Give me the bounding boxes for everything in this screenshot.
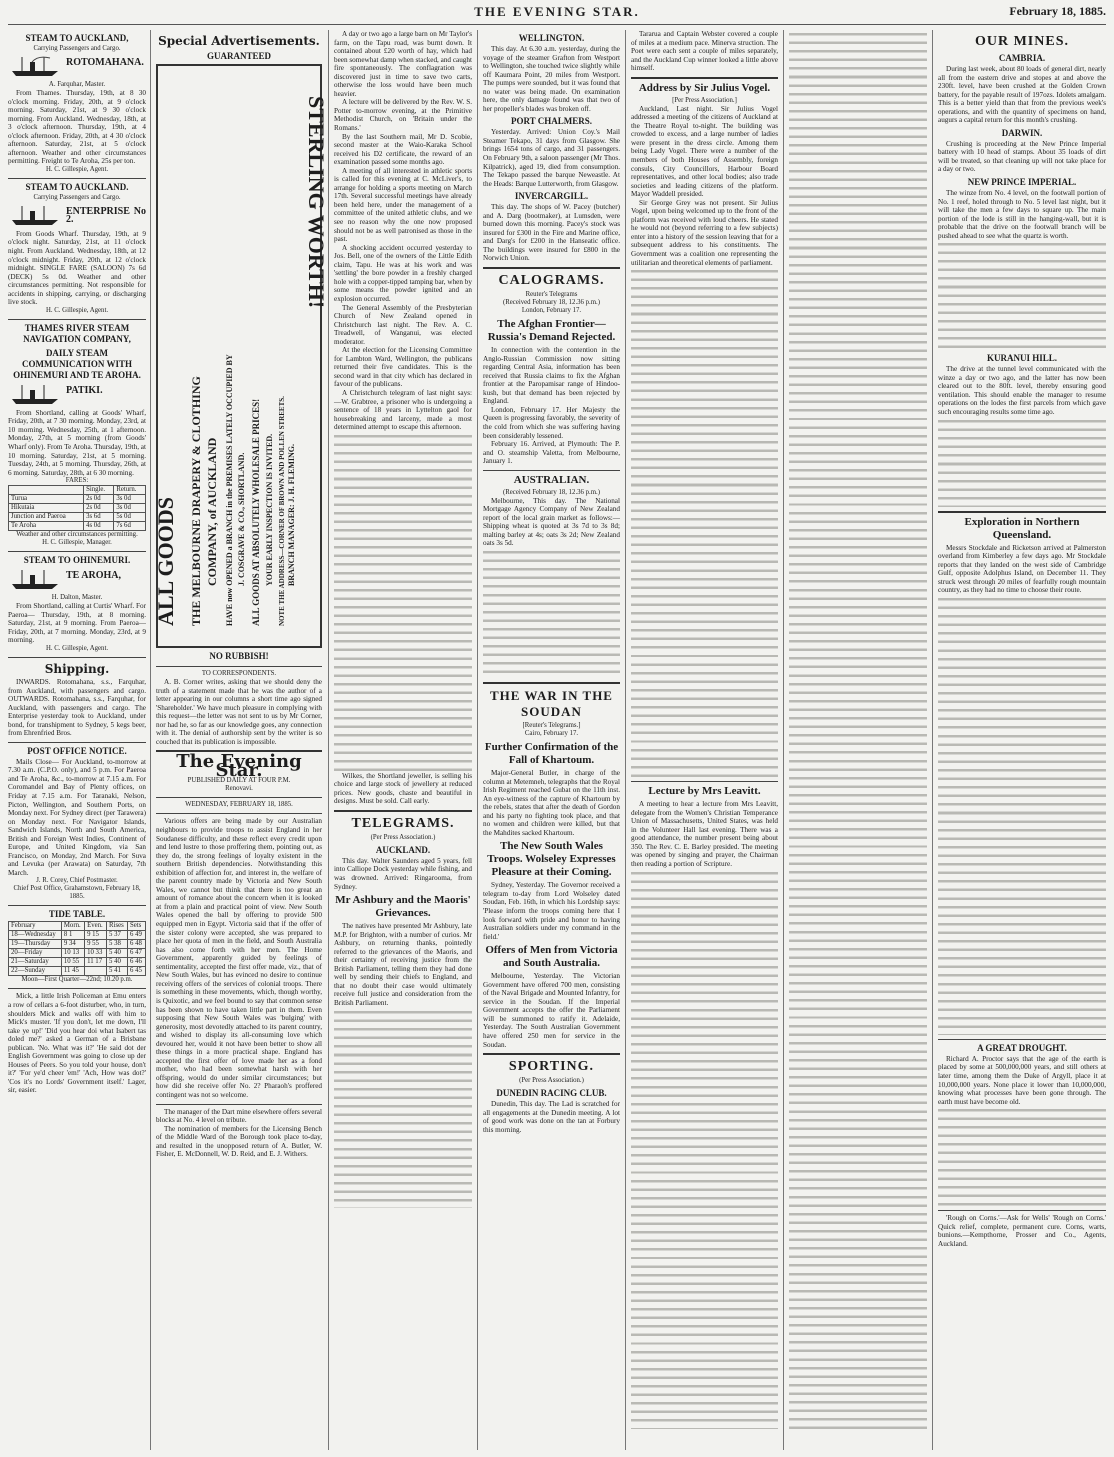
news-paragraph: At the election for the Licensing Committee for Lambton Ward, Wellington, the publicans returned their five candidates. This is the second ward in that city which has declared in favour of the publicans. — [334, 346, 472, 389]
news-paragraph: The nomination of members for the Licensing Bench of the Middle Ward of the Borough took place to-day, and resulted in the unopposed return of A. Butler, W. Fisher, E. McDonnell, W. D. Reid, and E. J. Withers. — [156, 1124, 322, 1159]
news-paragraph: The drive at the tunnel level communicated with the winze a day or two ago, and the latter has now been cleared out to the 80ft. level, thereby ensuring good ventilation. This should enable the manager to resume operations on the lodes the first parcels from which gave such encouraging results some time ago. — [938, 365, 1106, 417]
ad-text-line: BRANCH MANAGER: J. H. FLEMING. — [287, 444, 296, 586]
ad-side-title: STERLING WORTH! — [304, 96, 329, 309]
table-cell: Hikutaia — [9, 504, 84, 513]
ad-side-title: ALL GOODS — [153, 497, 178, 626]
article-headline: Mr Ashbury and the Maoris' Grievances. — [335, 894, 471, 920]
divider — [8, 551, 146, 552]
table-cell: 5 40 — [107, 958, 128, 967]
ship-name: ENTERPRISE No 2. — [66, 205, 146, 226]
table-cell: 11 45 — [61, 967, 84, 976]
article-headline: DUNEDIN RACING CLUB. — [496, 1088, 607, 1099]
table-cell: 6 47 — [128, 949, 146, 958]
news-paragraph: During last week, about 80 loads of general dirt, nearly all from the eastern drive and stopes at and above the 230ft. level, have been crushed at the Golden Crown battery, for the payable result of 197ozs. Idolets amalgam. This is a better yield than that from the previous week's operations, and with the quantity of specimens on hand, augurs a capital return for this month's crushing. — [938, 65, 1106, 125]
table-row — [9, 495, 146, 504]
column-divider — [932, 30, 933, 1450]
ship-row — [8, 204, 146, 228]
section-heading: SPORTING. — [508, 1059, 595, 1075]
article-headline: The New South Wales Troops. Wolseley Expresses Pleasure at their Coming. — [487, 840, 616, 879]
table-cell: 5s 0d — [114, 513, 146, 522]
news-paragraph: Crushing is proceeding at the New Prince Imperial battery with 10 head of stamps. About 35 loads of dirt will be treated, so that cleaning up will not take place for a day or two. — [938, 139, 1106, 174]
table-cell: 5 40 — [107, 949, 128, 958]
ship-master: H. Dalton, Master. — [51, 594, 103, 602]
steamship-icon — [10, 204, 60, 226]
news-paragraph: Richard A. Proctor says that the age of the earth is placed by some at 500,000,000 years, and still others at later time, among them the Duke of Argyll, place it at 10,000,000 years. None place it lower than 10,000,000, knowing what processes have been gone through. The earth must have become old. — [938, 1054, 1106, 1106]
shipping-body: INWARDS. Rotomahana, s.s., Farquhar, from Auckland, with passengers and cargo. OUTWARDS. Rotomahana, s.s., Farquhar, for Auckland, with passengers and cargo. The Enterprise yesterday took to Auckland, under bond, for transhipment to Sydney, 5 kegs beer, from Ehrenfried Bros. — [8, 677, 146, 738]
guaranteed-banner: GUARANTEED — [206, 51, 271, 61]
table-header: Morn. — [61, 922, 84, 931]
steamship-icon — [10, 383, 60, 405]
news-paragraph: This day. At 6.30 a.m. yesterday, during the voyage of the steamer Grafton from Westport to Wellington, she touched twice slightly while off Kaumara Point, 20 miles from Westport. The pumps were sounded, but it was found that no water was being made. On examination here, the only damage found was that two of her propeller's blades was broken off. — [483, 45, 620, 113]
mine-heading: CAMBRIA. — [998, 53, 1046, 63]
section-heading: POST OFFICE NOTICE. — [27, 745, 127, 756]
column-local-mines — [789, 30, 927, 1450]
table-row — [9, 958, 146, 967]
section-heading: Special Advertisements. — [158, 34, 320, 48]
divider — [8, 657, 146, 658]
received-note: (Received February 18, 12.36 p.m.) — [502, 299, 601, 307]
advertisement-paragraph: 'Rough on Corns.'—Ask for Wells' 'Rough on Corns.' Quick relief, complete, permanent cure. Corns, warts, bunions.—Kempthorne, Prosser and Co., Agents, Auckland. — [938, 1214, 1106, 1248]
column-divider — [783, 30, 784, 1450]
divider — [8, 178, 146, 179]
fares-heading: FARES: — [65, 477, 89, 485]
news-paragraph: London, February 17. Her Majesty the Queen is progressing favorably, the severity of the cold from which she was suffering having been considerably lessened. — [483, 405, 620, 440]
ad-subheading: Carrying Passengers and Cargo. — [33, 45, 121, 52]
mine-heading: DARWIN. — [1001, 127, 1043, 138]
steamship-icon — [10, 568, 60, 590]
continued-text-block — [789, 30, 927, 1430]
table-cell: 18—Wednesday — [9, 931, 62, 940]
dateline: Cairo, February 17. — [524, 729, 579, 737]
table-row — [9, 931, 146, 940]
column-addresses — [631, 30, 778, 1450]
table-cell: 9 34 — [61, 940, 84, 949]
table-cell: 7s 6d — [114, 522, 146, 531]
post-signature: J. R. Corey, Chief Postmaster. — [36, 877, 118, 885]
ship-row — [8, 55, 146, 79]
news-paragraph: Melbourne, This day. The National Mortgage Agency Company of New Zealand report of the local grain market as follows:—Shipping wheat is quoted at 3s 7d to 3s 8d; malting barley at 4s; oats 3s 2d; New Zealand oats 3s 5d. — [483, 496, 620, 548]
dateline: WELLINGTON. — [518, 33, 585, 43]
table-header — [9, 486, 84, 495]
ad-body: From Thames. Thursday, 19th, at 8 30 o'clock morning. Friday, 20th, at 9 o'clock morning. Saturday, 21st, at 9 30 o'clock morning. From Auckland. Wednesday, 18th, at 3 o'clock afternoon. Thursday, 19th, at 4 o'clock afternoon. Friday, 20th, at 4 30 o'clock afternoon. Saturday, 21st, at 5 o'clock afternoon. Weather and other circumstances permitting. Freight to Te Aroha, 25s per ton. — [8, 89, 146, 166]
column-shipping — [8, 30, 146, 1450]
correspondents-body: A. B. Corner writes, asking that we should deny the truth of a statement made that he was the author of a letter appearing in our columns a short time ago signed 'Shareholder.' We have much pleasure in complying with this request—the letter was not sent to us by Mr Corner, nor had he, so far as our knowledge goes, any connection with it. The denial of authorship sent by the writer is so couched that its publication is impossible. — [156, 678, 322, 746]
divider — [8, 905, 146, 906]
post-body: Mails Close— For Auckland, to-morrow at 7.30 a.m. (C.P.O. only), and 5 p.m. For Paeroa and Te Aroha, &c., to-morrow at 7.15 a.m. For Coromandel and Bay of Plenty offices, on Friday at 7.15 a.m. For Taranaki, Nelson, Picton, Wellington, and Southern Ports, on Monday next. For Sydney direct (per Tarawera) on Monday next. For Navigator Islands, Sandwich Islands, North and South America, British and Foreign West Indies, Continent of Europe, and United Kingdom, via San Francisco, on Monday, 2nd March. For Suva and Levuka (per Arawata) on Saturday, 7th March. — [8, 757, 146, 877]
ad-heading: STEAM TO AUCKLAND. — [25, 181, 129, 192]
news-paragraph: Sydney, Yesterday. The Governor received a telegram to-day from Lord Wolseley dated Soudan, Feb. 16th, in which his Lordship says: 'Please inform the troops coming here that I look forward with pride and honor to having Australian soldiers under my command in the field.' — [483, 881, 620, 941]
table-cell — [85, 967, 107, 976]
section-heading: CALOGRAMS. — [498, 273, 605, 289]
ad-text-line: HAVE now OPENED a BRANCH in the PREMISES LATELY OCCUPIED BY — [225, 354, 234, 626]
news-paragraph: This day. Walter Saunders aged 5 years, fell into Calliope Dock yesterday while fishing, and was drowned. Arrived: Ringarooma, from Sydney. — [334, 856, 472, 891]
news-paragraph: The General Assembly of the Presbyterian Church of New Zealand opened in Christchurch last night. The Rev. A. C. Treadwell, of Wanganui, was elected moderator. — [334, 303, 472, 346]
table-cell: 5 41 — [107, 967, 128, 976]
column-local-news — [334, 30, 472, 1450]
divider — [938, 1039, 1106, 1040]
divider — [8, 319, 146, 320]
ad-company-line: THE MELBOURNE DRAPERY & CLOTHING — [189, 376, 203, 626]
table-cell: 8 1 — [61, 931, 84, 940]
divider — [156, 1104, 322, 1105]
table-cell: 10 13 — [61, 949, 84, 958]
section-heading: TELEGRAMS. — [351, 815, 455, 831]
section-heading: OUR MINES. — [974, 34, 1069, 49]
ship-name: PATIKI. — [66, 384, 103, 396]
table-row — [9, 504, 146, 513]
table-cell: 6 48 — [128, 940, 146, 949]
ship-name: ROTOMAHANA. — [66, 57, 144, 68]
news-paragraph: February 16. Arrived, at Plymouth: The P. and O. steamship Valetta, from Melbourne, January 1. — [483, 440, 620, 466]
ad-subheading: DAILY STEAM COMMUNICATION WITH OHINEMURI AND TE AROHA. — [13, 347, 141, 380]
table-cell: 2s 0d — [84, 504, 114, 513]
article-headline: Further Confirmation of the Fall of Khartoum. — [484, 740, 619, 766]
column-editorial — [153, 30, 329, 1450]
section-heading: TO CORRESPONDENTS. — [201, 670, 277, 677]
ad-agent: H. C. Gillespie, Agent. — [45, 644, 109, 652]
ship-name: TE AROHA, — [66, 570, 122, 582]
table-cell: 20—Friday — [9, 949, 62, 958]
news-paragraph: Sir George Grey was not present. Sir Julius Vogel, upon being welcomed up to the front of the platform was received with loud cheers. He stated he would not (beyond referring to a few subjects) enter into a history of the session leaving that for a subsequent address to his constituents. The Government was a coalition one representing the utilitarian and theoretical elements of parliament. — [631, 198, 778, 267]
paper-motto: Renovavi. — [225, 785, 253, 793]
section-heading: TIDE TABLE. — [48, 909, 106, 920]
paper-subtitle: PUBLISHED DAILY AT FOUR P.M. — [187, 777, 291, 785]
table-row — [9, 949, 146, 958]
vertical-advertisement — [153, 64, 329, 648]
table-row — [9, 513, 146, 522]
divider — [334, 810, 472, 812]
divider — [156, 813, 322, 814]
post-date: Chief Post Office, Grahamstown, February 18, 1885. — [13, 885, 141, 901]
news-paragraph: Messrs Stockdale and Ricketson arrived at Palmerston overland from Kimberley a few days ago. Mr Stockdale reports that they landed on the west side of Cambridge Gulf, opposite Adolphus Island, on December 11. They struck west through 20 miles of fearfully rough mountain country, as they had no time to choose their route. — [938, 543, 1106, 595]
table-cell: 2s 0d — [84, 495, 114, 504]
news-paragraph: A lecture will be delivered by the Rev. W. S. Potter to-morrow evening, at the Primitive Methodist Church, on 'Britain under the Romans.' — [334, 98, 472, 133]
tide-moon: Moon—First Quarter—22nd; 10.20 p.m. — [21, 976, 133, 984]
masthead-rule — [8, 24, 1106, 25]
table-header: February — [9, 922, 62, 931]
fares-note: Weather and other circumstances permitting. — [16, 531, 138, 539]
dateline: London, February 17. — [521, 307, 582, 315]
news-paragraph: A shocking accident occurred yesterday to Jos. Bell, one of the owners of the Little Edith claim, Tapu. He was at his work and was 'settling' the bore powder in a freshly charged hole with a copper-tipped tamping bar, when by some means the powder ignited and an explosion occurred. — [334, 243, 472, 303]
column-telegrams — [483, 30, 620, 1450]
table-cell: 6 46 — [128, 958, 146, 967]
section-heading: THE WAR IN THE SOUDAN — [490, 687, 613, 719]
divider — [483, 470, 620, 471]
divider — [156, 797, 322, 798]
divider — [631, 781, 778, 782]
continued-text-block — [938, 1106, 1106, 1206]
advertisement-paragraph: Wilkes, the Shortland jeweller, is selling his choice and large stock of jewellery at reduced prices. New goods, chaste and beautiful in designs. Must be sold. Call early. — [334, 771, 472, 806]
article-headline: Exploration in Northern Queensland. — [964, 515, 1080, 541]
article-headline: The Afghan Frontier—Russia's Demand Rejected. — [487, 318, 616, 344]
article-headline: Lecture by Mrs Leavitt. — [648, 785, 761, 798]
paper-nameplate: The Evening Star. — [176, 751, 302, 781]
table-header: Rises — [107, 922, 128, 931]
news-paragraph: A meeting to hear a lecture from Mrs Leavitt, delegate from the Women's Christian Temperance Union of Massachusetts, United States, was held in the Volunteer Hall last evening. There was a good attendance, the number present being about 350. The Rev. C. E. Barley presided. The meeting was opened by singing and prayer, the Chairman then reading a portion of Scripture. — [631, 800, 778, 868]
section-subheading: [Reuter's Telegrams.] — [522, 721, 581, 729]
column-divider — [477, 30, 478, 1450]
ad-subheading: Carrying Passengers and Cargo. — [33, 193, 121, 201]
table-cell: 22—Sunday — [9, 967, 62, 976]
news-paragraph: A Christchurch telegram of last night says:—W. Grabtree, a prisoner who is undergoing a sentence of 18 years in Lyttelton gaol for housebreaking and larceny, made a most determined attempt to escape this afternoon. — [334, 388, 472, 432]
continued-text-block — [631, 869, 778, 1429]
table-cell: 3s 0d — [114, 504, 146, 513]
leader-article: Various offers are being made by our Australian neighbours to provide troops to assist England in her Soudanese difficulty, and these reflect every credit upon and lend lustre to those proffering them, pointing out, as they do, the strong feelings of loyalty existent in the southern British dependencies. Notwithstanding this exhibition of affection for, and interest in, the welfare of the parent country made by Victoria and New South Wales, we cannot but think that there is too great an amount of romance about the concern when it is looked at from a plain and practical point of view. New South Wales opened the ball by offering to provide 500 equipped men in Egypt. Victoria said that if the offer of the sister colony were accepted, she was prepared to place her quota of men in the field, and South Australia has also come forth with her men. The Home Government, apparently guided by feelings of sentimentality, accepted the first offer made, viz., that of New South Wales, but has evinced no desire to continue receiving offers of the services of colonial troops. There is something in these movements, which, though worthy, is Quixotic, and we feel bound to say that common sense has been shown to have taken little part in them. Even supposing that New South Wales was 'bulging' with generosity, most devotedly attached to its parent country, and wished to display its all-consuming love which devoured her, would it not have been better to show all these things in a more practical shape. England has accepted the first offer of love made her as a fond mother, who had been somewhat harsh with her offspring, would do under similar circumstances; but how did she receive offer No. 2? Pharaoh's proffered contingent was not so welcome. — [156, 817, 322, 1099]
news-paragraph: By the last Southern mail, Mr D. Scobie, second master at the Waio-Karaka School received his D2 certificate, the reward of an examination passed some months ago. — [334, 132, 472, 167]
news-paragraph: Melbourne, Yesterday. The Victorian Government have offered 700 men, consisting of the Naval Brigade and Mounted Infantry, for service in the Soudan. If the Imperial Government accepts the offer the Parliament will be summoned to ratify it. Adelaide, Yesterday. The South Australian Government have offered 250 men for service in the Soudan. — [483, 972, 620, 1049]
table-cell: 19—Thursday — [9, 940, 62, 949]
divider — [938, 1210, 1106, 1211]
ship-row — [8, 568, 146, 592]
ad-text-line: J. COSGRAVE & CO., SHORTLAND. — [237, 452, 246, 586]
article-headline: Address by Sir Julius Vogel. — [638, 81, 771, 94]
table-row — [9, 967, 146, 976]
table-cell: 9 15 — [85, 931, 107, 940]
table-cell: 11 17 — [85, 958, 107, 967]
ship-row — [8, 383, 146, 407]
news-paragraph: Yesterday. Arrived: Union Coy.'s Mail Steamer Tekapo, 31 days from Glasgow. She brings 1654 tons of cargo, and 31 passengers. On February 9th, a saloon passenger (Mr Thos. Kilpatrick), aged 19, died from consumption. The Tekapo passed the barque Neweastle. At the Heads: Barque Lutterworth, from Glasgow. — [483, 128, 620, 188]
divider — [631, 77, 778, 79]
ad-body: From Shortland, calling at Goods' Wharf, Friday, 20th, at 7 30 morning. Monday, 23rd, at 10 morning. Wednesday, 25th, at 1 afternoon. Monday, 27th, at 5 morning (from Goods' Wharf only). From Te Aroha. Thursday, 19th, at 10 morning. Saturday, 21st, at 5 morning. Tuesday, 24th, at 5 morning. Thursday, 26th, at 6 morning. Saturday, 28th, at 6 30 morning. — [8, 408, 146, 477]
divider — [483, 267, 620, 269]
ad-text-line: YOUR EARLY INSPECTION IS INVITED. — [265, 433, 274, 586]
mine-heading: NEW PRINCE IMPERIAL. — [967, 177, 1077, 188]
table-row — [9, 522, 146, 531]
table-cell: 5 38 — [107, 940, 128, 949]
continued-text-block — [334, 432, 472, 772]
no-rubbish-banner: NO RUBBISH! — [209, 651, 269, 661]
table-cell: 4s 0d — [84, 522, 114, 531]
news-paragraph: The natives have presented Mr Ashbury, late M.P. for Brighton, with a number of curios. Mr Ashbury, on returning thanks, pointedly referred to the grievances of the Maoris, and their certainty of receiving justice from the British Parliament, telling them they had done well by sending their chiefs to England, and that no doubt their case would ultimately receive full justice and consideration from the British Parliament. — [334, 922, 472, 1007]
table-cell: 3s 0d — [114, 495, 146, 504]
ad-heading: STEAM TO AUCKLAND, — [25, 33, 129, 43]
divider — [483, 1053, 620, 1055]
ad-text-line: ALL GOODS AT ABSOLUTELY WHOLESALE PRICES! — [251, 398, 261, 626]
table-header: Return. — [114, 486, 146, 495]
table-cell: Junction and Paeroa — [9, 513, 84, 522]
table-cell: 3s 6d — [84, 513, 114, 522]
editorial-date: WEDNESDAY, FEBRUARY 18, 1885. — [185, 801, 293, 809]
table-cell: 5 37 — [107, 931, 128, 940]
table-cell: Te Aroha — [9, 522, 84, 531]
dateline: INVERCARGILL. — [514, 191, 589, 202]
continued-text-block — [938, 595, 1106, 1035]
section-heading: AUSTRALIAN. — [513, 473, 590, 486]
article-headline: Offers of Men from Victoria and South Australia. — [485, 944, 618, 970]
news-paragraph: Major-General Butler, in charge of the column at Metemneh, telegraphs that the Royal Irish Regiment reached Gubat on the 11th inst. An eye-witness of the capture of Khartoum by the rebels, states that after the death of Gordon and his party no fighting took place, and that no women and children were killed, but that the Mahdites sacked Khartoum. — [483, 768, 620, 837]
news-paragraph: A meeting of all interested in athletic sports is called for this evening at C. McLiver's, to arrange for holding a sports meeting on March 17th. Several successful meetings have already been held here, under the management of a committee of the united athletic clubs, and we see no reason why the one now proposed should not be as well patronised as those in the past. — [334, 166, 472, 244]
table-cell: 10 33 — [85, 949, 107, 958]
column-mines — [938, 30, 1106, 1450]
news-paragraph: A day or two ago a large barn on Mr Taylor's farm, on the Tapu road, was burnt down. It contained about £20 worth of hay, which had been somewhat damp when stacked, and caught fire spontaneously. The conflagration was discovered just in time to save two carts, otherwise the loss would have been much heavier. — [334, 30, 472, 98]
masthead — [0, 0, 1114, 28]
section-subheading: [Per Press Association.] — [672, 96, 737, 104]
column-divider — [625, 30, 626, 1450]
continued-text-block — [483, 548, 620, 678]
misc-paragraph: Mick, a little Irish Policeman at Emu enters a row of cellars a 6-foot disturber, who, in turn, shoulders Mick and walks off with him to Mick's muster. 'If you don't, let me down, I'll take ye up!' 'Did you hear doi what Isabert tas doled me?' asked a German of a Brisbane publican. 'No. What was it?' 'He said dot der English Government was going to close up der Houses of Peers. So you told your house, don't it?' 'For ye'd cheer 'em!' 'Ach, How was dot?' 'Cos it's no Lords' Government itself.' Lager, sir, easier. — [8, 992, 146, 1095]
table-cell: 10 55 — [61, 958, 84, 967]
table-header: Single. — [84, 486, 114, 495]
received-note: (Received February 18, 12.36 p.m.) — [502, 488, 601, 496]
divider — [8, 988, 146, 989]
continued-text-block — [334, 1008, 472, 1208]
continued-text-block — [938, 240, 1106, 350]
table-header: Sets — [128, 922, 146, 931]
tide-table — [8, 921, 146, 976]
table-header-row — [9, 922, 146, 931]
news-paragraph: The manager of the Dart mine elsewhere offers several blocks at No. 4 level on tribute. — [156, 1107, 322, 1125]
news-paragraph: This day. The shops of W. Pacey (butcher) and A. Darg (bootmaker), at Lumsden, were burned down this morning. Pacey's stock was insured for £300 in the Fire and Marine office, and Darg's for £200 in the Hanseatic office. The buildings were insured for £800 in the Norwich Union. — [483, 203, 620, 263]
table-cell: 6 45 — [128, 967, 146, 976]
table-header-row — [9, 486, 146, 495]
steamship-icon — [10, 55, 60, 77]
ship-master: A. Farquhar, Master. — [48, 81, 106, 88]
news-paragraph: Auckland, Last night. Sir Julius Vogel addressed a meeting of the citizens of Auckland at the Theatre Royal to-night. The building was crowded to excess, and a large number of ladies were present in the dress circle. Among them being Lady Vogel. There were a number of the members of both Houses of Assembly, foreign consuls, City Councillors, Harbour Board representatives, and other local bodies; also trade societies and leading citizens of the platform. Mayor Waddell presided. — [631, 104, 778, 199]
news-paragraph: Tararua and Captain Webster covered a couple of miles at a medium pace. Minerva struction. The Poet were each sent a couple of miles separately, and the Auckland Cup winner looked a little above himself. — [631, 30, 778, 73]
column-divider — [150, 30, 151, 1450]
article-headline: A GREAT DROUGHT. — [977, 1042, 1067, 1053]
ad-heading: STEAM TO OHINEMURI. — [23, 555, 131, 566]
newspaper-title: THE EVENING STAR. — [474, 4, 640, 19]
fares-manager: H. C. Gillespie, Manager. — [42, 539, 112, 547]
ad-heading: THAMES RIVER STEAM NAVIGATION COMPANY, — [23, 322, 131, 344]
divider — [483, 682, 620, 684]
ad-company-line: COMPANY, of AUCKLAND — [205, 437, 219, 586]
section-heading: Shipping. — [44, 661, 110, 676]
ad-text-line: NOTE THE ADDRESS—CORNER OF BROWN AND POLLEN STREETS. — [278, 396, 286, 626]
table-row — [9, 940, 146, 949]
mine-heading: KURANUI HILL. — [986, 353, 1057, 364]
fares-table — [8, 485, 146, 531]
table-cell: 6 49 — [128, 931, 146, 940]
section-subheading: (Per Press Association.) — [370, 833, 436, 841]
ad-body: From Goods Wharf. Thursday, 19th, at 9 o'clock night. Saturday, 21st, at 11 o'clock night. From Auckland. Wednesday, 18th, at 12 o'clock midnight. Friday, 20th, at 12 o'clock midnight. SINGLE FARE (SALOON) 7s 6d (DECK) 5s 0d. Weather and other circumstances permitting. Not responsible for accidents in shipping, carrying, or discharging live stock. — [8, 229, 146, 307]
ad-agent: H. C. Gillespie, Agent. — [45, 306, 109, 314]
dateline: PORT CHALMERS. — [510, 116, 593, 127]
table-cell: Turua — [9, 495, 84, 504]
ad-agent: H. C. Gillespie, Agent. — [45, 165, 109, 173]
news-paragraph: The winze from No. 4 level, on the footwall portion of No. 1 reef, holed through to No. 5 level last night, but it will take the men a few days to square up. The main portion of the lode is still in the hanging-wall, but it is probable that the drive on the footwall branch will be pushed ahead to see what the quartz is worth. — [938, 189, 1106, 240]
continued-text-block — [938, 417, 1106, 507]
divider — [938, 511, 1106, 513]
continued-text-block — [631, 267, 778, 777]
issue-date: February 18, 1885. — [1009, 4, 1106, 18]
table-header: Even. — [85, 922, 107, 931]
news-paragraph: Dunedin, This day. The Lad is scratched for all engagements at the Dunedin meeting. A lot of good work was done on the tan at Forbury this morning. — [483, 1100, 620, 1134]
divider — [8, 742, 146, 743]
table-cell: 21—Saturday — [9, 958, 62, 967]
section-subheading: (Per Press Association.) — [519, 1077, 584, 1085]
ad-body: From Shortland, calling at Curtis' Wharf. For Paeroa— Thursday, 19th, at 8 morning. Saturday, 21st, at 9 morning. From Paeroa— Friday, 20th, at 7 morning. Monday, 23rd, at 9 morning. — [8, 602, 146, 645]
dateline: AUCKLAND. — [375, 844, 431, 855]
news-paragraph: In connection with the contention in the Anglo-Russian Commission now sitting regarding Central Asia, information has been received that Russia claims to fix the Afghan frontier at the Paropamisar range of Hindoo-kush, but that demand has been rejected by England. — [483, 346, 620, 406]
table-cell: 9 55 — [85, 940, 107, 949]
divider — [156, 666, 322, 667]
section-subheading: Reuter's Telegrams — [525, 291, 578, 299]
